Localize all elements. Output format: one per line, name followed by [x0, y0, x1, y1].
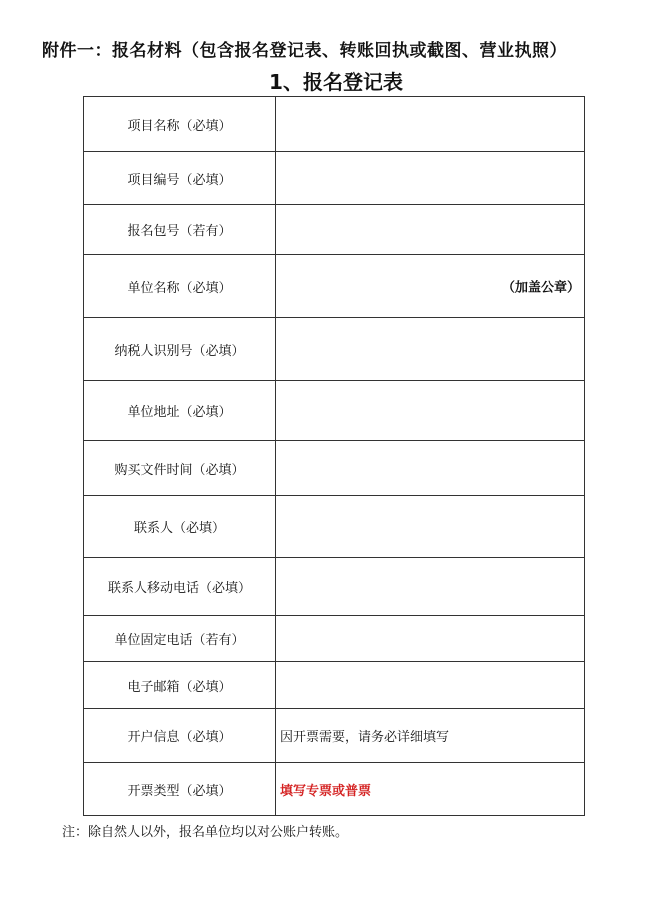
row-label-project-number: 项目编号（必填）	[84, 152, 276, 205]
project-number-field[interactable]	[276, 152, 585, 205]
row-label-purchase-time: 购买文件时间（必填）	[84, 441, 276, 496]
table-row	[84, 255, 585, 318]
row-label-package-number: 报名包号（若有）	[84, 205, 276, 255]
bank-info-field[interactable]: 因开票需要，请务必详细填写	[276, 709, 585, 763]
table-row	[84, 763, 585, 816]
landline-field[interactable]	[276, 616, 585, 662]
table-row	[84, 381, 585, 441]
table-row	[84, 662, 585, 709]
mobile-field[interactable]	[276, 558, 585, 616]
row-label-tax-id: 纳税人识别号（必填）	[84, 318, 276, 381]
row-label-landline: 单位固定电话（若有）	[84, 616, 276, 662]
company-name-field[interactable]	[276, 255, 585, 318]
project-name-field[interactable]	[276, 97, 585, 152]
contact-field[interactable]	[276, 496, 585, 558]
purchase-time-field[interactable]	[276, 441, 585, 496]
tax-id-field[interactable]	[276, 318, 585, 381]
table-row	[84, 318, 585, 381]
row-label-email: 电子邮箱（必填）	[84, 662, 276, 709]
row-label-mobile: 联系人移动电话（必填）	[84, 558, 276, 616]
table-row	[84, 616, 585, 662]
row-label-invoice-type: 开票类型（必填）	[84, 763, 276, 816]
table-row	[84, 205, 585, 255]
email-field[interactable]	[276, 662, 585, 709]
table-row	[84, 709, 585, 763]
row-label-company-name: 单位名称（必填）	[84, 255, 276, 318]
table-row	[84, 558, 585, 616]
company-address-field[interactable]	[276, 381, 585, 441]
table-row	[84, 496, 585, 558]
row-label-contact: 联系人（必填）	[84, 496, 276, 558]
row-label-bank-info: 开户信息（必填）	[84, 709, 276, 763]
attachment-title: 附件一：报名材料（包含报名登记表、转账回执或截图、营业执照）	[42, 41, 567, 61]
table-row	[84, 441, 585, 496]
table-row	[84, 152, 585, 205]
registration-table	[83, 96, 585, 816]
table-row	[84, 97, 585, 152]
form-title: 1、报名登记表	[269, 70, 403, 94]
footer-note: 注：除自然人以外，报名单位均以对公账户转账。	[62, 825, 349, 840]
package-number-field[interactable]	[276, 205, 585, 255]
stamp-hint: （加盖公章）	[501, 280, 580, 296]
row-label-project-name: 项目名称（必填）	[84, 97, 276, 152]
row-label-company-address: 单位地址（必填）	[84, 381, 276, 441]
invoice-type-field[interactable]: 填写专票或普票	[276, 763, 585, 816]
